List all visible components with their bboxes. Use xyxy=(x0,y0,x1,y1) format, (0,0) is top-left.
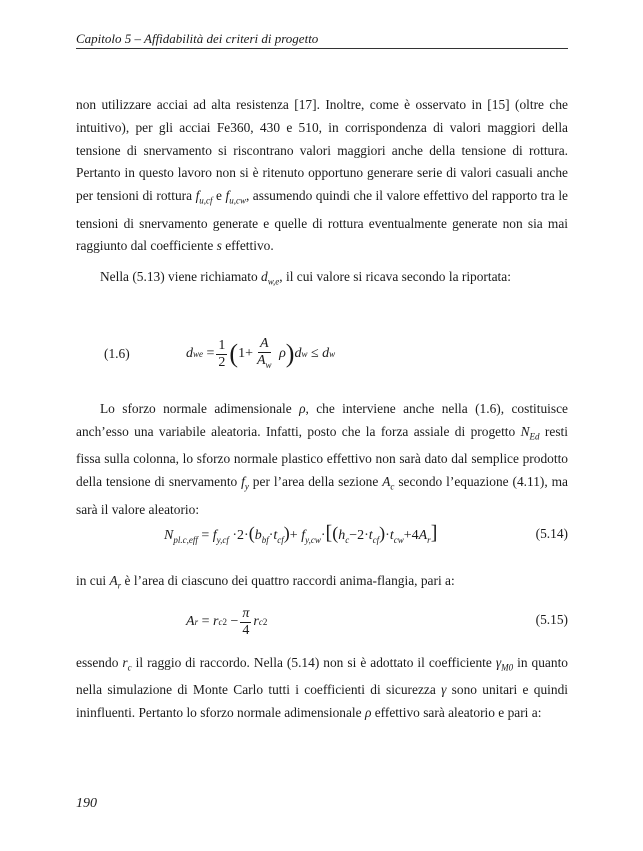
paragraph-5: essendo $r_c$ il raggio di raccordo. Nella (5.14) non si è adottato il coefficiente $\gamma_{M0}$ in quanto nella simulazione di Monte Carlo tutti i coefficienti di sicurezza γ sono unitari e quindi ininfluenti. Pertanto lo sforzo normale adimensionale ρ effettivo sarà aleatorio e pari a: xyxy=(76,655,568,721)
running-header: Capitolo 5 – Affidabilità dei criteri di progetto xyxy=(76,30,568,49)
paragraph-1: non utilizzare acciai ad alta resistenza [17]. Inoltre, come è osservato in [15] (oltre che intuitivo), per gli acciai Fe360, 430 e 510, in corrispondenza di valori maggiori della tensione di snervamento si riscontrano valori maggiori anche della tensione di rottura. Pertanto in questo lavoro non si è ritenuto opportuno generare serie di valori casuali anche per tensioni di rottura $f_{u,cf}$ e $f_{u,cw}$, assumendo quindi che il valore effettivo del rapporto tra le tensioni di snervamento generate e quelle di rottura eventualmente generate non sia mai raggiunto dal coefficiente s effettivo. xyxy=(76,97,569,254)
page-number: 190 xyxy=(76,796,97,811)
equation-number: (5.14) xyxy=(535,526,568,541)
paragraph-4: in cui $A_r$ è l’area di ciascuno dei quattro raccordi anima-flangia, pari a: xyxy=(76,573,455,591)
paragraph-3: Lo sforzo normale adimensionale ρ, che interviene anche nella (1.6), costituisce anch’esso una variabile aleatoria. Infatti, posto che la forza assiale di progetto $N_{Ed}$ resti fissa sulla colonna, lo sforzo normale plastico effettivo non sarà dato dal semplice prodotto della tensione di snervamento $f_y$ per l’area della sezione $A_c$ secondo l’equazione (4.11), ma sarà il valore aleatorio: xyxy=(76,401,568,517)
equation-5-15 xyxy=(76,600,568,644)
equation-body: d we = $\frac{1}{2}$ ( 1+ $\frac{A}{A_w}$ ρ ) d w ≤ d w xyxy=(186,335,336,370)
equation-5-14 xyxy=(76,520,568,552)
equation-body: A r = r c 2 − $\frac{\pi}{4}$ r c 2 xyxy=(186,605,268,638)
equation-number: (5.15) xyxy=(535,612,568,627)
equation-body: $N_{pl.c,eff} = f_{y,cf} \cdot 2\cdot(b_{bf}\cdot t_{cf})+ f_{y,cw}\cdot[(h_c-2\cdot t_{cf})\cdot t_{cw}+4A_r]$ xyxy=(164,522,438,545)
equation-number: (1.6) xyxy=(104,346,130,361)
equation-1-6 xyxy=(76,332,568,376)
paragraph-2: Nella (5.13) viene richiamato $d_{w,e}$, il cui valore si ricava secondo la riportata: xyxy=(100,269,511,287)
